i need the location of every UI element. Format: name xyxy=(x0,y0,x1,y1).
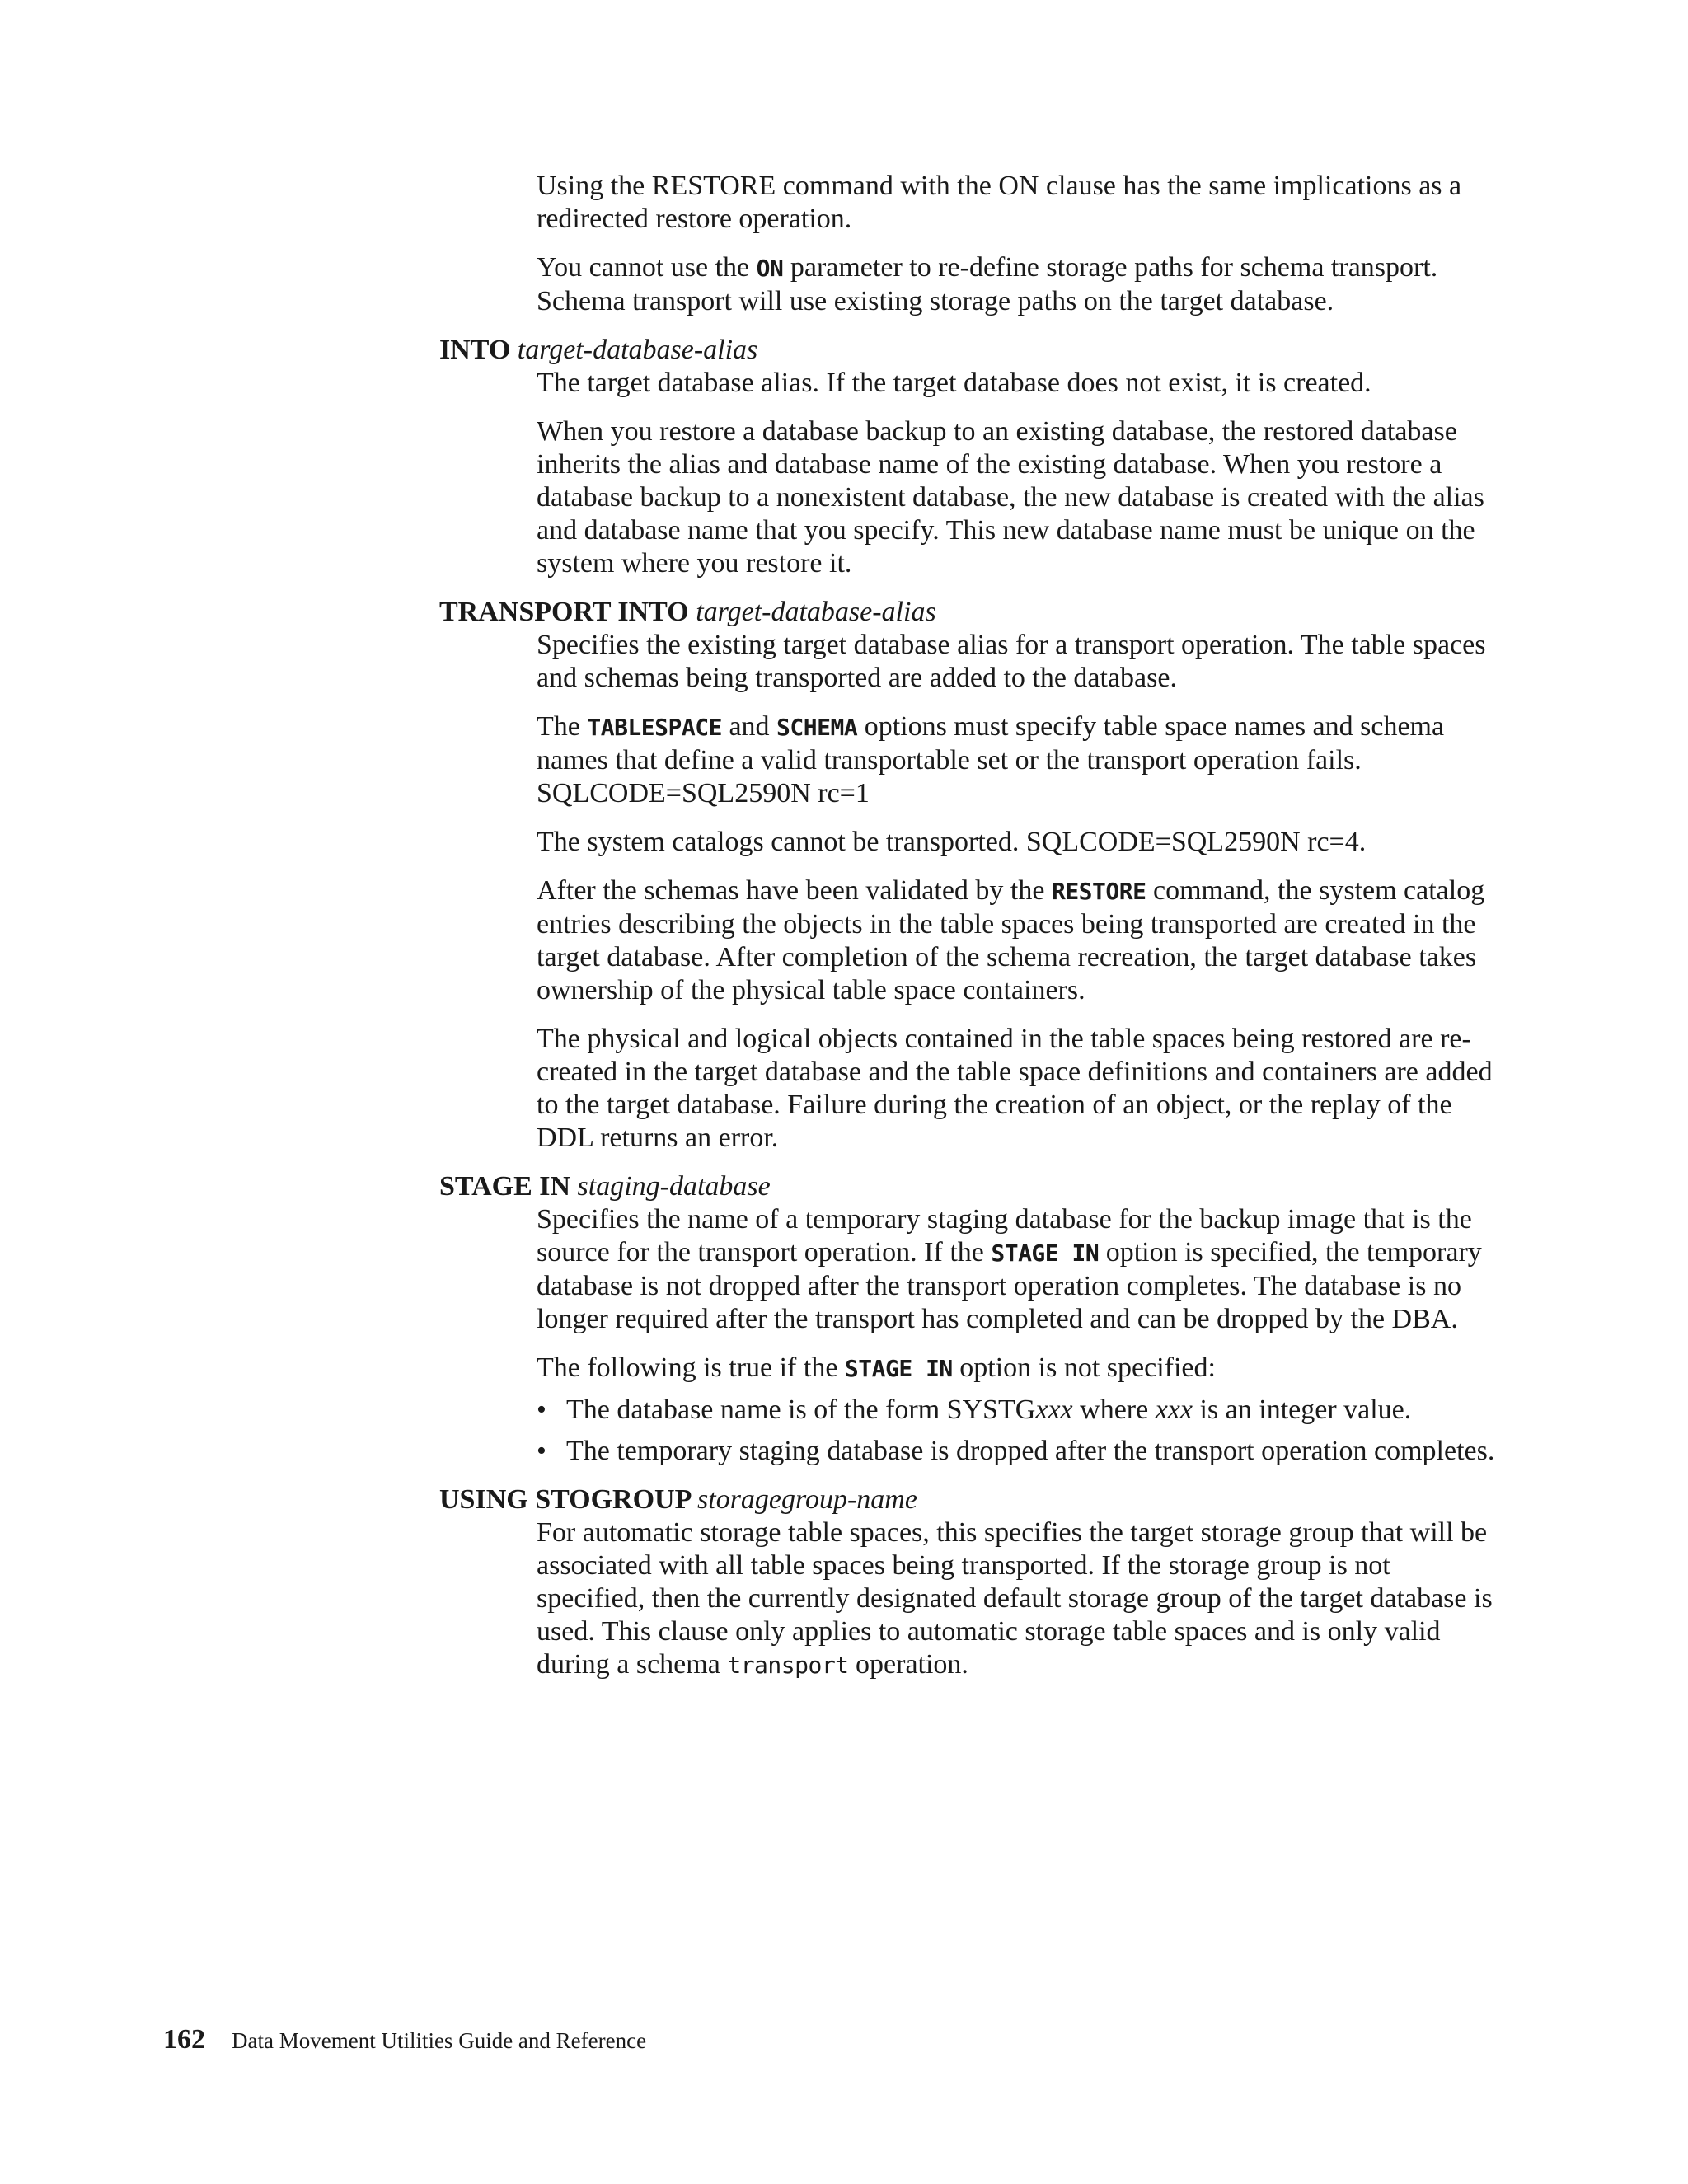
text-run: The following is true if the xyxy=(537,1352,845,1383)
keyword-transport: transport xyxy=(727,1652,849,1679)
bullet-icon: • xyxy=(537,1436,546,1466)
text-run: command, the system catalog entries describing the objects in the table spaces being transported are created in the target database. After completion of the schema recreation, the target database takes ownership of the physical table space containers. xyxy=(537,875,1485,1005)
text-run: and xyxy=(721,711,777,742)
into-paragraph-2: When you restore a database backup to an existing database, the restored database inherits the alias and database name of the existing database. When you restore a database backup to a nonexistent database, the new database is created with the alias and database name that you specify. This new database name must be unique on the system where you restore it. xyxy=(537,416,1484,579)
text-run: where xyxy=(1072,1394,1156,1425)
list-item xyxy=(537,1394,1503,1427)
transport-into-paragraph-1: Specifies the existing target database alias for a transport operation. The table spaces and schemas being transported are added to the database. xyxy=(537,630,1486,693)
text-run: operation. xyxy=(848,1649,968,1680)
into-paragraph-1: The target database alias. If the target database does not exist, it is created. xyxy=(537,368,1372,398)
term-argument: staging-database xyxy=(577,1171,771,1202)
text-run: option is not specified: xyxy=(952,1352,1216,1383)
on-clause-definition xyxy=(537,170,1503,318)
transport-into-definition xyxy=(537,629,1503,1155)
using-stogroup-paragraph-1 xyxy=(537,1516,1503,1682)
text-run: You cannot use the xyxy=(537,252,757,283)
keyword-stage-in: STAGE IN xyxy=(991,1240,1100,1267)
using-stogroup-definition xyxy=(537,1516,1503,1682)
text-run: option is specified, the temporary database is not dropped after the transport operation completes. The database is no longer required after the transport has completed and can be dropped by the DBA. xyxy=(537,1237,1482,1334)
term-keyword: STAGE IN xyxy=(439,1171,571,1202)
transport-into-paragraph-4 xyxy=(537,874,1503,1007)
transport-into-paragraph-5: The physical and logical objects contained in the table spaces being restored are re-created in the target database and the table space definitions and containers are added to the target database. Failure during the creation of an object, or the replay of the DDL returns an error. xyxy=(537,1024,1493,1153)
page-number: 162 xyxy=(163,2024,205,2055)
term-keyword: TRANSPORT INTO xyxy=(439,597,689,627)
main-content xyxy=(439,170,1503,1698)
term-argument: storagegroup-name xyxy=(697,1484,917,1515)
list-item xyxy=(537,1435,1503,1468)
bullet-icon: • xyxy=(537,1394,546,1425)
term-argument: target-database-alias xyxy=(517,335,758,365)
term-argument: target-database-alias xyxy=(696,597,936,627)
page-footer xyxy=(163,2024,646,2055)
term-transport-into xyxy=(439,596,1503,629)
stage-in-definition xyxy=(537,1203,1503,1468)
book-title: Data Movement Utilities Guide and Reference xyxy=(232,2028,647,2053)
transport-into-paragraph-2 xyxy=(537,710,1503,810)
text-run: Specifies the name of a temporary staging database for the backup image that is the source for the transport operation. If the xyxy=(537,1204,1472,1268)
keyword-restore: RESTORE xyxy=(1051,878,1146,905)
on-clause-paragraph-2 xyxy=(537,251,1503,318)
text-run: The temporary staging database is dropped after the transport operation completes. xyxy=(566,1436,1495,1466)
variable-text: xxx xyxy=(1035,1394,1073,1425)
term-keyword: USING STOGROUP xyxy=(439,1484,691,1515)
transport-into-paragraph-3: The system catalogs cannot be transported. SQLCODE=SQL2590N rc=4. xyxy=(537,827,1367,857)
on-clause-paragraph-1: Using the RESTORE command with the ON clause has the same implications as a redirected restore operation. xyxy=(537,171,1462,234)
keyword-schema: SCHEMA xyxy=(776,714,858,741)
term-stage-in xyxy=(439,1170,1503,1203)
stage-in-paragraph-2 xyxy=(537,1352,1503,1385)
keyword-tablespace: TABLESPACE xyxy=(587,714,722,741)
text-run: options must specify table space names and schema names that define a valid transportable set or the transport operation fails. SQLCODE=SQL2590N rc=1 xyxy=(537,711,1445,808)
text-run: parameter to re-define storage paths for schema transport. Schema transport will use existing storage paths on the target database. xyxy=(537,252,1438,316)
variable-text: xxx xyxy=(1155,1394,1193,1425)
into-definition xyxy=(537,367,1503,580)
text-run: The database name is of the form SYSTG xyxy=(566,1394,1036,1425)
text-run: After the schemas have been validated by the xyxy=(537,875,1052,906)
term-using-stogroup xyxy=(439,1483,1503,1516)
text-run: The xyxy=(537,711,588,742)
text-run: is an integer value. xyxy=(1192,1394,1412,1425)
text-run: For automatic storage table spaces, this specifies the target storage group that will be associated with all table spaces being transported. If the storage group is not specified, then the currently designated default storage group of the target database is used. This clause only applies to automatic storage table spaces and is only valid during a schema xyxy=(537,1517,1493,1680)
keyword-stage-in: STAGE IN xyxy=(844,1355,953,1382)
stage-in-bullet-list xyxy=(537,1394,1503,1468)
stage-in-paragraph-1 xyxy=(537,1203,1503,1336)
term-keyword: INTO xyxy=(439,335,511,365)
term-into xyxy=(439,334,1503,367)
keyword-on: ON xyxy=(756,255,784,282)
